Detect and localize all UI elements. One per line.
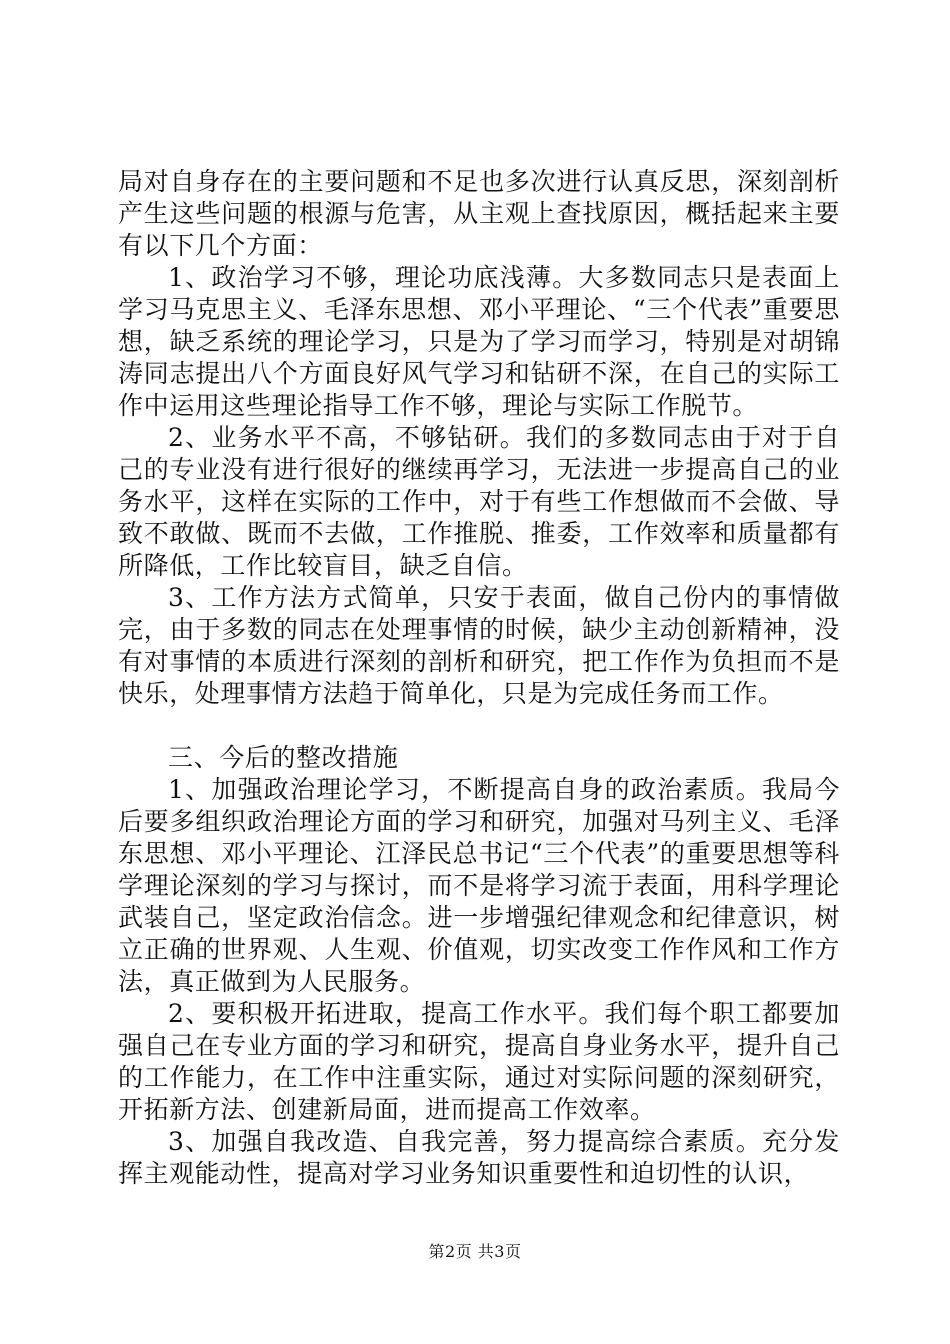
- paragraph-measure-1: 1、加强政治理论学习，不断提高自身的政治素质。我局今后要多组织政治理论方面的学习和研究，加强对马列主义、毛泽东思想、邓小平理论、江泽民总书记“三个代表”的重要思想等科学理论深刻的学习与探讨，而不是将学习流于表面，用科学理论武装自己，坚定政治信念。进一步增强纪律观念和纪律意识，树立正确的世界观、人生观、价值观，切实改变工作作风和工作方法，真正做到为人民服务。: [118, 775, 840, 996]
- paragraph-measure-2: 2、要积极开拓进取，提高工作水平。我们每个职工都要加强自己在专业方面的学习和研究，提高自身业务水平，提升自己的工作能力，在工作中注重实际，通过对实际问题的深刻研究，开拓新方法、创建新局面，进而提高工作效率。: [118, 999, 840, 1124]
- paragraph-intro-continuation: 局对自身存在的主要问题和不足也多次进行认真反思，深刻剖析产生这些问题的根源与危害，从主观上查找原因，概括起来主要有以下几个方面：: [118, 167, 840, 260]
- paragraph-problem-1: 1、政治学习不够，理论功底浅薄。大多数同志只是表面上学习马克思主义、毛泽东思想、邓小平理论、“三个代表”重要思想，缺乏系统的理论学习，只是为了学习而学习，特别是对胡锦涛同志提出八个方面良好风气学习和钻研不深，在自己的实际工作中运用这些理论指导工作不够，理论与实际工作脱节。: [118, 263, 840, 420]
- page-number-label: 第2页 共3页: [428, 1242, 522, 1261]
- paragraph-spacer: [118, 710, 840, 742]
- paragraph-measure-3: 3、加强自我改造、自我完善，努力提高综合素质。充分发挥主观能动性，提高对学习业务知识重要性和迫切性的认识，: [118, 1127, 840, 1188]
- paragraph-problem-2: 2、业务水平不高，不够钻研。我们的多数同志由于对于自己的专业没有进行很好的继续再学习，无法进一步提高自己的业务水平，这样在实际的工作中，对于有些工作想做而不会做、导致不敢做、既而不去做，工作推脱、推委，工作效率和质量都有所降低，工作比较盲目，缺乏自信。: [118, 423, 840, 580]
- section-heading-rectification: 三、今后的整改措施: [168, 743, 399, 772]
- paragraph-problem-3: 3、工作方法方式简单，只安于表面，做自己份内的事情做完，由于多数的同志在处理事情的时候，缺少主动创新精神，没有对事情的本质进行深刻的剖析和研究，把工作作为负担而不是快乐，处理事情方法趋于简单化，只是为完成任务而工作。: [118, 583, 840, 708]
- document-body: [118, 166, 840, 1190]
- page-footer: [0, 1242, 950, 1262]
